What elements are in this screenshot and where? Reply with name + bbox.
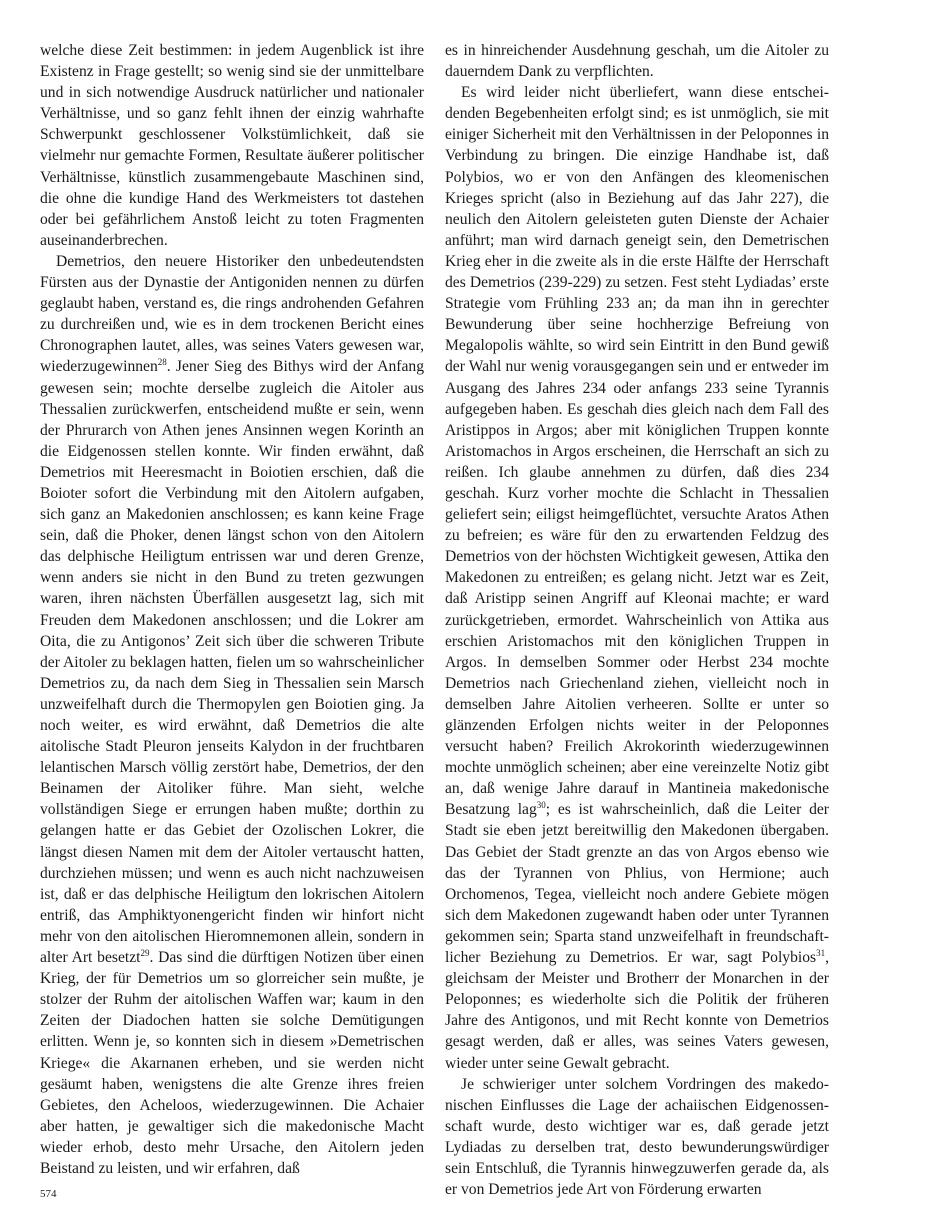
footnote-ref: 31	[816, 947, 826, 958]
paragraph	[445, 82, 829, 1073]
paragraph: Je schwieriger unter solchem Vordringen des makedonischen Einflusses die Lage der achaiischen Eidgenossenschaft wurde, desto wichtiger war es, daß gerade jetzt Lydiadas zu derselben trat, desto bewunderungswürdiger sein Entschluß, die Tyrannis hinwegzuwerfen gerade da, als er von Demetrios jede Art von Förderung erwarten	[445, 1075, 829, 1199]
left-column	[40, 40, 424, 1179]
paragraph-text: . Das sind die dürftigen Notizen über einen Krieg, der für Demetrios um so glorreicher sein mußte, je stolzer der Ruhm der aitolischen Waffen war; kaum in den Zeiten der Diadochen hatten sie solche Demütigungen erlitten. Wenn je, so konnten sich in diesem »Demetrischen Kriege« die Akarnanen erheben, und sie werden nicht gesäumt haben, wenigstens die alte Grenze ihres freien Gebietes, den Acheloos, wiederzugewinnen. Die Achaier aber hatten, je gewaltiger sich die makedonische Macht wieder erhob, desto mehr Ursache, den Aitolern jeden Beistand zu leisten, und wir erfahren, daß	[40, 949, 424, 1177]
footnote-ref: 29	[140, 947, 150, 958]
page-number: 574	[40, 1188, 57, 1200]
paragraph-text: Demetrios, den neuere Historiker den unbedeutendsten Fürsten aus der Dynastie der Antigoniden nennen zu dürfen geglaubt haben, verstand es, die rings androhenden Gefahren zu durchreißen und, wie es in dem trockenen Bericht eines Chronographen lautet, alles, was seines Vaters gewesen war, wiederzugewinnen	[40, 252, 424, 376]
paragraph-text: Es wird leider nicht überliefert, wann diese entscheidenden Begebenheiten erfolgt sind; es ist unmöglich, sie mit einiger Sicherheit mit den Verhältnissen in der Peloponnes in Verbindung zu bringen. Die einzige Handhabe ist, daß Polybios, wo er von den Anfängen des kleomenischen Krieges spricht (also in Beziehung auf das Jahr 227), die neulich den Aitolern geleisteten guten Dienste der Achaier anführt; man wird darnach geneigt sein, den Demetrischen Krieg eher in die zweite als in die erste Hälfte der Herrschaft des Demetrios (239-229) zu setzen. Fest steht Lydiadas’ erste Strategie vom Frühling 233 an; da man ihn in gerechter Bewunderung über seine hochherzige Befreiung von Megalopolis wählte, so wird sein Eintritt in den Bund gewiß der Wahl nur wenig vorausgegangen sein und er entweder im Ausgang des Jahres 234 oder anfangs 233 seine Tyrannis aufgegeben haben. Es geschah dies gleich nach dem Fall des Aristippos in Argos; aber mit königlichen Truppen konnte Aristomachos in Argos erscheinen, die Herrschaft an sich zu reißen. Ich glaube annehmen zu dürfen, daß dies 234 geschah. Kurz vorher mochte die Schlacht in Thessalien geliefert sein; eiligst heimgeflüchtet, versuchte Aratos Athen zu befreien; es wäre für den zu erwartenden Feldzug des Demetrios von der höchsten Wichtigkeit gewesen, Attika den Makedonen zu entreißen; es gelang nicht. Jetzt war es Zeit, daß Aristipp seinen Angriff auf Kleonai machte; er ward zurückgetrieben, ermordet. Wahrscheinlich von Attika aus erschien Aristomachos mit den königlichen Truppen in Argos. In demselben Sommer oder Herbst 234 mochte Demetrios nach Griechenland ziehen, vielleicht noch in demselben Jahre Aitolien verheeren. Sollte er unter so glänzenden Erfolgen nichts weiter in der Peloponnes versucht haben? Freilich Akrokorinth wiederzugewinnen mochte unmöglich scheinen; aber eine vereinzelte Notiz gibt an, daß wenige Jahre darauf in Mantineia makedonische Besatzung lag	[445, 84, 829, 819]
paragraph-text: , gleichsam der Meister und Brotherr der Monarchen in der Peloponnes; es wiederholte sich die Politik der früheren Jahre des Antigonos, und mit Recht konnte von Demetrios gesagt werden, daß er alles, was seines Vaters gewesen, wieder unter seine Gewalt gebracht.	[445, 949, 829, 1072]
paragraph-text: . Jener Sieg des Bithys wird der Anfang gewesen sein; mochte derselbe zugleich die Aitoler aus Thessalien zurückwerfen, entscheidend mußte er sein, wenn der Phrurarch von Athen jenes Ansinnen wegen Korinth an die Eidgenossen stellen konnte. Wir finden erwähnt, daß Demetrios mit Heeresmacht in Boiotien erschien, daß die Boioter sofort die Verbindung mit den Aitolern aufgaben, sich ganz an Makedonien anschlossen; es kann keine Frage sein, daß die Phoker, denen längst schon von den Aitolern das delphische Heiligtum entrissen war und deren Grenze, wenn anders sie nicht in den Bund zu treten gezwungen waren, ihren nächsten Überfällen ausgesetzt lag, sich mit Freuden dem Makedonen anschlossen; und die Lokrer am Oita, die zu Antigonos’ Zeit sich über die schweren Tribute der Aitoler zu beklagen hatten, fielen um so wahrscheinlicher Demetrios zu, da nach dem Sieg in Thessalien sein Marsch unzweifelhaft durch die Thermopylen gen Boiotien ging. Ja noch weiter, es wird erwähnt, daß Demetrios die alte aitolische Stadt Pleuron jenseits Kalydon in der fruchtbaren lelantischen Marsch völlig zerstört habe, Demetrios, der den Beinamen der Aitoliker führe. Man sieht, welche vollständigen Siege er errungen haben mußte; dorthin zu gelangen hatte er das Gebiet der Ozolischen Lokrer, die längst diesen Namen mit dem der Aitoler vertauscht hatten, durchziehen müssen; und wenn es auch nicht nachzuweisen ist, daß er das delphische Heiligtum den lokrischen Aitolern entriß, das Amphiktyonengericht finden wir hinfort nicht mehr von den aitolischen Hieromnemonen allein, sondern in alter Art besetzt	[40, 358, 424, 967]
paragraph	[40, 251, 424, 1179]
footnote-ref: 30	[536, 800, 546, 811]
paragraph: es in hinreichender Ausdehnung geschah, um die Aitoler zu dauerndem Dank zu verpflichten.	[445, 42, 829, 81]
paragraph-text: ; es ist wahrscheinlich, daß die Leiter der Stadt sie eben jetzt bereitwillig den Makedonen übergaben. Das Gebiet der Stadt grenzte an das von Argos ebenso wie das der Tyrannen von Phlius, von Hermione; auch Orchomenos, Tegea, vielleicht noch andere Gebiete mögen sich dem Makedonen zugewandt haben oder unter Tyrannen gekommen sein; Sparta stand unzweifelhaft in freundschaftlicher Beziehung zu Demetrios. Er war, sagt Polybios	[445, 801, 829, 967]
footnote-ref: 28	[157, 357, 167, 368]
right-column	[445, 40, 829, 1200]
paragraph: welche diese Zeit bestimmen: in jedem Augenblick ist ihre Existenz in Frage gestellt; so wenig sind sie der unmittelbare und in sich notwendige Ausdruck natürlicher und nationaler Verhältnisse, und so ganz fehlt ihnen der einzig wahrhafte Schwerpunkt geschlossener Volkstümlichkeit, daß sie vielmehr nur gemachte Formen, Resultate äußerer politischer Verhältnisse, künstlich zusammengebaute Maschinen sind, die ohne die kundige Hand des Werkmeisters tot dastehen oder bei gefährlichem Anstoß leicht zu toten Fragmenten auseinanderbrechen.	[40, 42, 424, 249]
